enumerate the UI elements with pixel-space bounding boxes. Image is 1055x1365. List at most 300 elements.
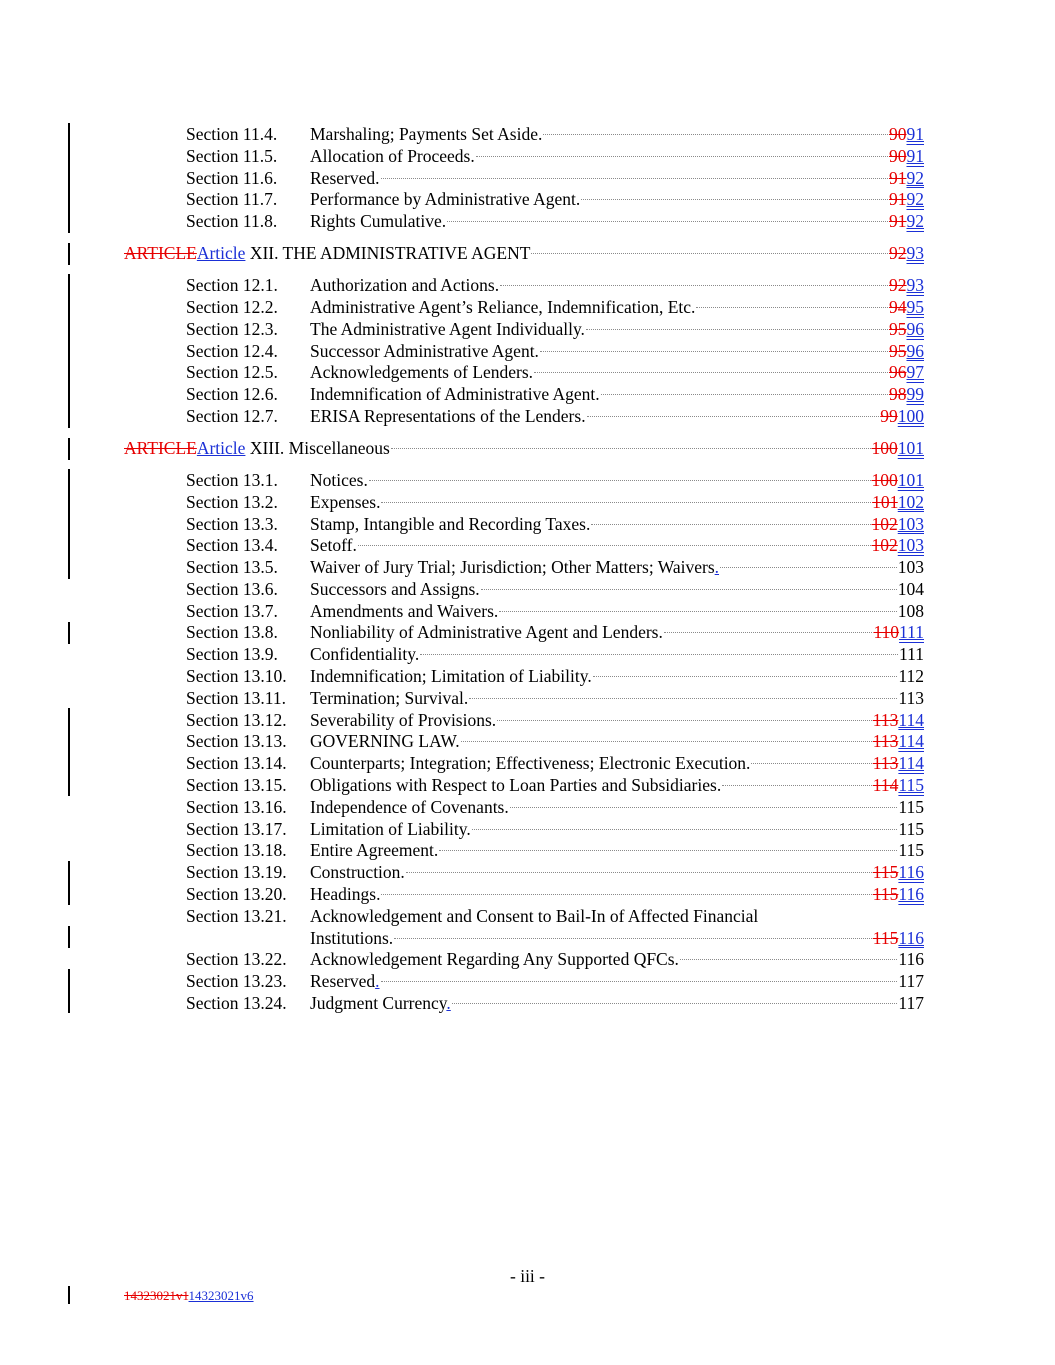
toc-entry[interactable]: [0, 688, 1055, 710]
toc-entry[interactable]: [0, 319, 1055, 341]
section-title: [310, 124, 542, 146]
section-title: [310, 666, 592, 688]
dot-leader: [461, 741, 872, 742]
toc-entry-line: [310, 470, 924, 492]
toc-entry-line: [310, 406, 924, 428]
section-number: Section 12.2.: [186, 296, 278, 317]
article-heading[interactable]: [0, 438, 1055, 460]
dot-leader: [469, 698, 897, 699]
section-title-text: Administrative Agent’s Reliance, Indemnification, Etc.: [310, 296, 696, 317]
page-ref-inserted: 116: [898, 862, 924, 883]
toc-entry-line: [310, 993, 924, 1015]
section-number: Section 11.8.: [186, 211, 278, 232]
page-ref: [889, 124, 924, 146]
section-number: Section 13.5.: [186, 557, 278, 578]
page-ref-inserted: 93: [906, 275, 924, 296]
section-title: [310, 579, 480, 601]
article-heading-line: [124, 243, 924, 265]
dot-leader: [680, 959, 897, 960]
page-ref-deleted: 115: [872, 927, 899, 948]
section-title-continued: Institutions.: [310, 927, 394, 948]
page-ref: [880, 406, 924, 428]
page-ref: [889, 211, 924, 233]
page-ref-text: 117: [898, 993, 924, 1014]
page-ref: [873, 753, 924, 775]
toc-entry-line: [310, 124, 924, 146]
toc-entry[interactable]: [0, 168, 1055, 190]
section-title: [310, 928, 393, 950]
section-title-text: Amendments and Waivers.: [310, 600, 499, 621]
page-ref-deleted: 96: [889, 362, 907, 383]
page-ref: [873, 775, 924, 797]
dot-leader: [500, 285, 888, 286]
page-ref-inserted: 92: [906, 189, 924, 210]
section-title: [310, 406, 586, 428]
page-number: - iii -: [510, 1266, 545, 1286]
dot-leader: [591, 524, 870, 525]
section-title-text: Successors and Assigns.: [310, 578, 480, 599]
dot-leader: [447, 221, 888, 222]
toc-entry[interactable]: [0, 535, 1055, 557]
section-title-text: GOVERNING LAW.: [310, 731, 460, 752]
page-ref: [873, 884, 924, 906]
dot-leader: [534, 372, 888, 373]
section-title-text: Judgment Currency: [310, 993, 447, 1014]
dot-leader: [543, 134, 888, 135]
page-ref-text: 111: [899, 644, 924, 665]
dot-leader: [381, 894, 871, 895]
article-title: [124, 438, 390, 460]
section-title: [310, 797, 509, 819]
toc-entry[interactable]: [0, 819, 1055, 841]
toc-entry[interactable]: [0, 971, 1055, 993]
toc-entry[interactable]: [0, 753, 1055, 775]
section-title-text: Authorization and Actions.: [310, 275, 500, 296]
dot-leader: [720, 567, 897, 568]
change-bar: [68, 861, 70, 905]
section-number: Section 13.18.: [186, 840, 287, 861]
section-title: [310, 644, 419, 666]
page-ref: [898, 840, 924, 862]
page-ref-inserted: 115: [898, 775, 924, 796]
document-id-inserted: 14323021v6: [188, 1288, 254, 1303]
toc-entry-line: [310, 949, 924, 971]
dot-leader: [581, 199, 888, 200]
page-ref-deleted: 94: [889, 296, 907, 317]
dot-leader: [540, 351, 888, 352]
page-ref: [889, 341, 924, 363]
toc-entry-line: [310, 862, 924, 884]
article-title: [124, 243, 530, 265]
section-number: Section 13.15.: [186, 775, 287, 796]
inserted-text: .: [375, 971, 380, 992]
toc-entry[interactable]: [0, 124, 1055, 146]
section-title-text: Performance by Administrative Agent.: [310, 189, 581, 210]
toc-entry[interactable]: [0, 470, 1055, 492]
page-ref-deleted: 113: [872, 731, 899, 752]
dot-leader: [381, 981, 898, 982]
page-ref: [898, 819, 924, 841]
page-ref-inserted: 103: [897, 535, 924, 556]
toc-entry[interactable]: [0, 557, 1055, 579]
toc-entry-line: [310, 688, 924, 710]
toc-entry[interactable]: [0, 644, 1055, 666]
toc-entry[interactable]: [0, 579, 1055, 601]
page-ref: [872, 492, 924, 514]
page-ref-text: 115: [898, 796, 924, 817]
toc-entry-line: [310, 797, 924, 819]
change-bar: [68, 469, 70, 579]
page-ref-deleted: 91: [889, 189, 907, 210]
page-ref-deleted: 113: [872, 709, 899, 730]
page-ref-deleted: 101: [872, 491, 898, 512]
section-title-text: Successor Administrative Agent.: [310, 340, 539, 361]
page-ref-text: 117: [898, 971, 924, 992]
page-ref: [898, 557, 924, 579]
change-bar: [68, 243, 70, 265]
change-bar: [68, 274, 70, 428]
dot-leader: [476, 156, 888, 157]
section-number: Section 12.6.: [186, 384, 278, 405]
change-bar: [68, 123, 70, 233]
toc-entry[interactable]: [0, 406, 1055, 428]
dot-leader: [510, 807, 898, 808]
page-ref-inserted: 96: [906, 318, 924, 339]
inserted-text: Article: [196, 243, 246, 264]
document-id: [124, 1288, 254, 1304]
toc-entry-line: [310, 146, 924, 168]
section-title: [310, 775, 721, 797]
dot-leader: [420, 654, 898, 655]
page-ref: [873, 710, 924, 732]
dot-leader: [499, 611, 896, 612]
page-ref-inserted: 100: [897, 405, 924, 426]
section-title-text: Independence of Covenants.: [310, 796, 509, 817]
section-title-text: Termination; Survival.: [310, 687, 469, 708]
page-ref-deleted: 98: [889, 384, 907, 405]
page-ref: [898, 797, 924, 819]
page-ref: [898, 949, 924, 971]
page-ref-text: 103: [897, 557, 924, 578]
section-title: [310, 949, 679, 971]
page-ref: [899, 644, 924, 666]
section-title: [310, 189, 580, 211]
section-title: [310, 622, 663, 644]
section-title-text: Reserved.: [310, 167, 380, 188]
section-title-text: The Administrative Agent Individually.: [310, 318, 585, 339]
toc-entry[interactable]: [0, 993, 1055, 1015]
article-title-text: XII. THE ADMINISTRATIVE AGENT: [245, 243, 531, 264]
section-number: Section 11.5.: [186, 145, 278, 166]
page-ref-inserted: 101: [897, 437, 924, 458]
dot-leader: [664, 632, 873, 633]
section-title-text: Waiver of Jury Trial; Jurisdiction; Other Matters; Waivers: [310, 557, 715, 578]
section-title: [310, 884, 380, 906]
toc-entry-line: [310, 275, 924, 297]
change-bar: [68, 708, 70, 796]
toc-entry[interactable]: [0, 189, 1055, 211]
section-number: Section 13.4.: [186, 535, 278, 556]
page-ref: [889, 362, 924, 384]
section-title: [310, 731, 460, 753]
page-ref-inserted: 102: [897, 491, 924, 512]
section-title-text: Marshaling; Payments Set Aside.: [310, 124, 543, 144]
toc-entry-line: [310, 297, 924, 319]
section-title-text: Expenses.: [310, 491, 381, 512]
section-title: [310, 211, 446, 233]
section-title: [310, 971, 380, 993]
toc-entry[interactable]: [0, 362, 1055, 384]
page-ref: [898, 993, 924, 1015]
section-title-text: Confidentiality.: [310, 644, 420, 665]
toc-entry-line: [310, 492, 924, 514]
toc-entry[interactable]: [0, 666, 1055, 688]
page-ref: [873, 731, 924, 753]
page-ref-deleted: 110: [873, 622, 900, 643]
dot-leader: [497, 720, 872, 721]
page-ref: [889, 297, 924, 319]
toc-entry-line: [310, 168, 924, 190]
section-number: Section 13.17.: [186, 818, 287, 839]
section-number: Section 12.4.: [186, 340, 278, 361]
toc-entry[interactable]: [0, 906, 1055, 928]
dot-leader: [394, 938, 872, 939]
page-ref-inserted: 91: [906, 124, 924, 144]
page-ref: [889, 275, 924, 297]
section-number: Section 12.7.: [186, 405, 278, 426]
section-title-text: Entire Agreement.: [310, 840, 439, 861]
section-number: Section 11.6.: [186, 167, 278, 188]
section-number: Section 13.8.: [186, 622, 278, 643]
section-title-text: Stamp, Intangible and Recording Taxes.: [310, 513, 591, 534]
section-title-text: Nonliability of Administrative Agent and Lenders.: [310, 622, 663, 643]
dot-leader: [587, 416, 880, 417]
section-title: [310, 535, 357, 557]
toc-entry[interactable]: [0, 710, 1055, 732]
page-ref: [898, 579, 924, 601]
toc-entry[interactable]: [0, 840, 1055, 862]
section-title: [310, 753, 750, 775]
toc-entry-line: [310, 644, 924, 666]
toc-entry-line: [310, 579, 924, 601]
toc-entry[interactable]: [0, 731, 1055, 753]
dot-leader: [369, 480, 871, 481]
toc-entry[interactable]: [0, 797, 1055, 819]
page-ref-deleted: 91: [889, 211, 907, 232]
page-ref: [872, 514, 925, 536]
section-title: [310, 297, 695, 319]
section-title: [310, 862, 405, 884]
inserted-text: .: [446, 993, 451, 1014]
dot-leader: [439, 850, 897, 851]
section-title-text: Indemnification of Administrative Agent.: [310, 384, 600, 405]
section-title-text: Reserved: [310, 971, 376, 992]
page-ref-inserted: 116: [898, 884, 924, 905]
dot-leader: [586, 329, 888, 330]
section-number: Section 12.1.: [186, 275, 278, 296]
change-bar: [68, 1286, 70, 1304]
section-title-text: Counterparts; Integration; Effectiveness; Electronic Execution.: [310, 753, 751, 774]
section-title-text: Rights Cumulative.: [310, 211, 447, 232]
dot-leader: [391, 448, 871, 449]
toc-entry-line: [310, 622, 924, 644]
dot-leader: [452, 1003, 898, 1004]
deleted-text: ARTICLE: [124, 243, 197, 264]
section-number: Section 13.3.: [186, 513, 278, 534]
page-ref: [898, 688, 924, 710]
page-ref: [898, 666, 924, 688]
section-number: Section 13.24.: [186, 993, 287, 1014]
toc-entry[interactable]: [0, 146, 1055, 168]
toc-entry-line: [310, 731, 924, 753]
section-title-text: ERISA Representations of the Lenders.: [310, 405, 586, 426]
section-number: Section 13.1.: [186, 469, 278, 490]
section-number: Section 11.7.: [186, 189, 278, 210]
page-ref-deleted: 102: [871, 535, 898, 556]
toc-entry[interactable]: [0, 297, 1055, 319]
section-number: Section 13.22.: [186, 949, 287, 970]
page-ref: [889, 168, 924, 190]
section-title-text: Notices.: [310, 469, 368, 490]
table-of-contents: [0, 124, 1055, 1015]
page-ref: [889, 146, 924, 168]
toc-entry-line: [310, 753, 924, 775]
section-title: Acknowledgement and Consent to Bail-In of Affected Financial: [310, 905, 759, 926]
toc-entry-line: [310, 666, 924, 688]
inserted-text: .: [714, 557, 720, 578]
page-ref-deleted: 92: [889, 275, 907, 296]
page-ref-deleted: 102: [871, 513, 898, 534]
dot-leader: [531, 253, 888, 254]
toc-entry[interactable]: [0, 622, 1055, 644]
section-number: Section 13.21.: [186, 905, 287, 926]
toc-entry-line: [310, 884, 924, 906]
section-title: [310, 557, 719, 579]
page-ref-deleted: 90: [889, 145, 907, 166]
page-ref: [872, 535, 925, 557]
section-number: Section 13.2.: [186, 491, 278, 512]
section-number: Section 13.9.: [186, 644, 278, 665]
section-number: Section 12.3.: [186, 318, 278, 339]
article-heading-line: [124, 438, 924, 460]
toc-entry-line: [310, 557, 924, 579]
toc-entry[interactable]: [0, 949, 1055, 971]
dot-leader: [406, 872, 872, 873]
page-ref-inserted: 116: [898, 927, 924, 948]
page-ref-inserted: 97: [906, 362, 924, 383]
change-bar: [68, 438, 70, 460]
page-ref-deleted: 113: [872, 753, 899, 774]
page-ref-text: 112: [898, 666, 924, 687]
toc-entry[interactable]: [0, 211, 1055, 233]
section-number: Section 13.7.: [186, 600, 278, 621]
section-title: [310, 819, 471, 841]
page-ref-deleted: 91: [889, 167, 907, 188]
page-ref-inserted: 93: [906, 243, 924, 264]
toc-entry-line: [310, 211, 924, 233]
section-number: Section 13.12.: [186, 709, 287, 730]
section-number: Section 12.5.: [186, 362, 278, 383]
section-title: [310, 146, 475, 168]
page-ref-text: 108: [897, 600, 924, 621]
section-title-text: Construction.: [310, 862, 405, 883]
page-ref-inserted: 95: [906, 296, 924, 317]
toc-entry-line: [310, 384, 924, 406]
page-ref-inserted: 111: [899, 622, 924, 643]
section-title-text: Acknowledgements of Lenders.: [310, 362, 534, 383]
toc-entry[interactable]: [0, 862, 1055, 884]
page-ref-deleted: 95: [889, 340, 907, 361]
toc-entry[interactable]: [0, 884, 1055, 906]
page-ref-text: 115: [898, 840, 924, 861]
page-ref-text: 104: [897, 578, 924, 599]
page-ref-inserted: 103: [897, 513, 924, 534]
page-ref-deleted: 95: [889, 318, 907, 339]
section-title: [310, 710, 496, 732]
document-id-deleted: 14323021v1: [124, 1288, 189, 1303]
page-ref: [873, 862, 924, 884]
section-title-text: Severability of Provisions.: [310, 709, 497, 730]
toc-entry[interactable]: [0, 601, 1055, 623]
page-ref: [889, 319, 924, 341]
toc-entry-line: [310, 189, 924, 211]
article-heading[interactable]: [0, 243, 1055, 265]
page-ref-text: 115: [898, 818, 924, 839]
page-ref-deleted: 115: [872, 862, 899, 883]
dot-leader: [472, 829, 898, 830]
section-title: [310, 993, 451, 1015]
section-title-text: Allocation of Proceeds.: [310, 145, 475, 166]
page-ref-deleted: 100: [871, 469, 898, 490]
section-title: [310, 384, 600, 406]
page-ref-inserted: 114: [898, 753, 924, 774]
inserted-text: Article: [196, 437, 246, 458]
section-number: Section 13.13.: [186, 731, 287, 752]
section-title: [310, 840, 438, 862]
page-ref-inserted: 92: [906, 167, 924, 188]
page-ref-deleted: 100: [871, 437, 898, 458]
dot-leader: [381, 178, 889, 179]
toc-entry[interactable]: [0, 384, 1055, 406]
toc-entry-line: [310, 601, 924, 623]
page-ref-deleted: 92: [889, 243, 907, 264]
page-ref: [898, 601, 924, 623]
section-title-text: Indemnification; Limitation of Liability.: [310, 666, 592, 687]
toc-entry[interactable]: [0, 341, 1055, 363]
section-title-text: Setoff.: [310, 535, 357, 556]
page-ref-deleted: 90: [889, 124, 907, 144]
section-title-text: Headings.: [310, 884, 381, 905]
section-number: Section 13.6.: [186, 578, 278, 599]
dot-leader: [751, 763, 871, 764]
toc-entry[interactable]: [0, 514, 1055, 536]
section-title-text: Limitation of Liability.: [310, 818, 471, 839]
toc-entry-line: [310, 775, 924, 797]
page-ref: [889, 384, 924, 406]
section-title-text: Obligations with Respect to Loan Parties and Subsidiaries.: [310, 775, 722, 796]
toc-entry[interactable]: [0, 492, 1055, 514]
toc-entry[interactable]: [0, 275, 1055, 297]
toc-entry-continuation: [0, 928, 1055, 950]
toc-entry[interactable]: [0, 775, 1055, 797]
change-bar: [68, 926, 70, 948]
section-title: [310, 319, 585, 341]
page-ref-inserted: 92: [906, 211, 924, 232]
dot-leader: [358, 545, 871, 546]
section-number: Section 13.20.: [186, 884, 287, 905]
page-ref-inserted: 99: [906, 384, 924, 405]
toc-entry-line: [310, 840, 924, 862]
